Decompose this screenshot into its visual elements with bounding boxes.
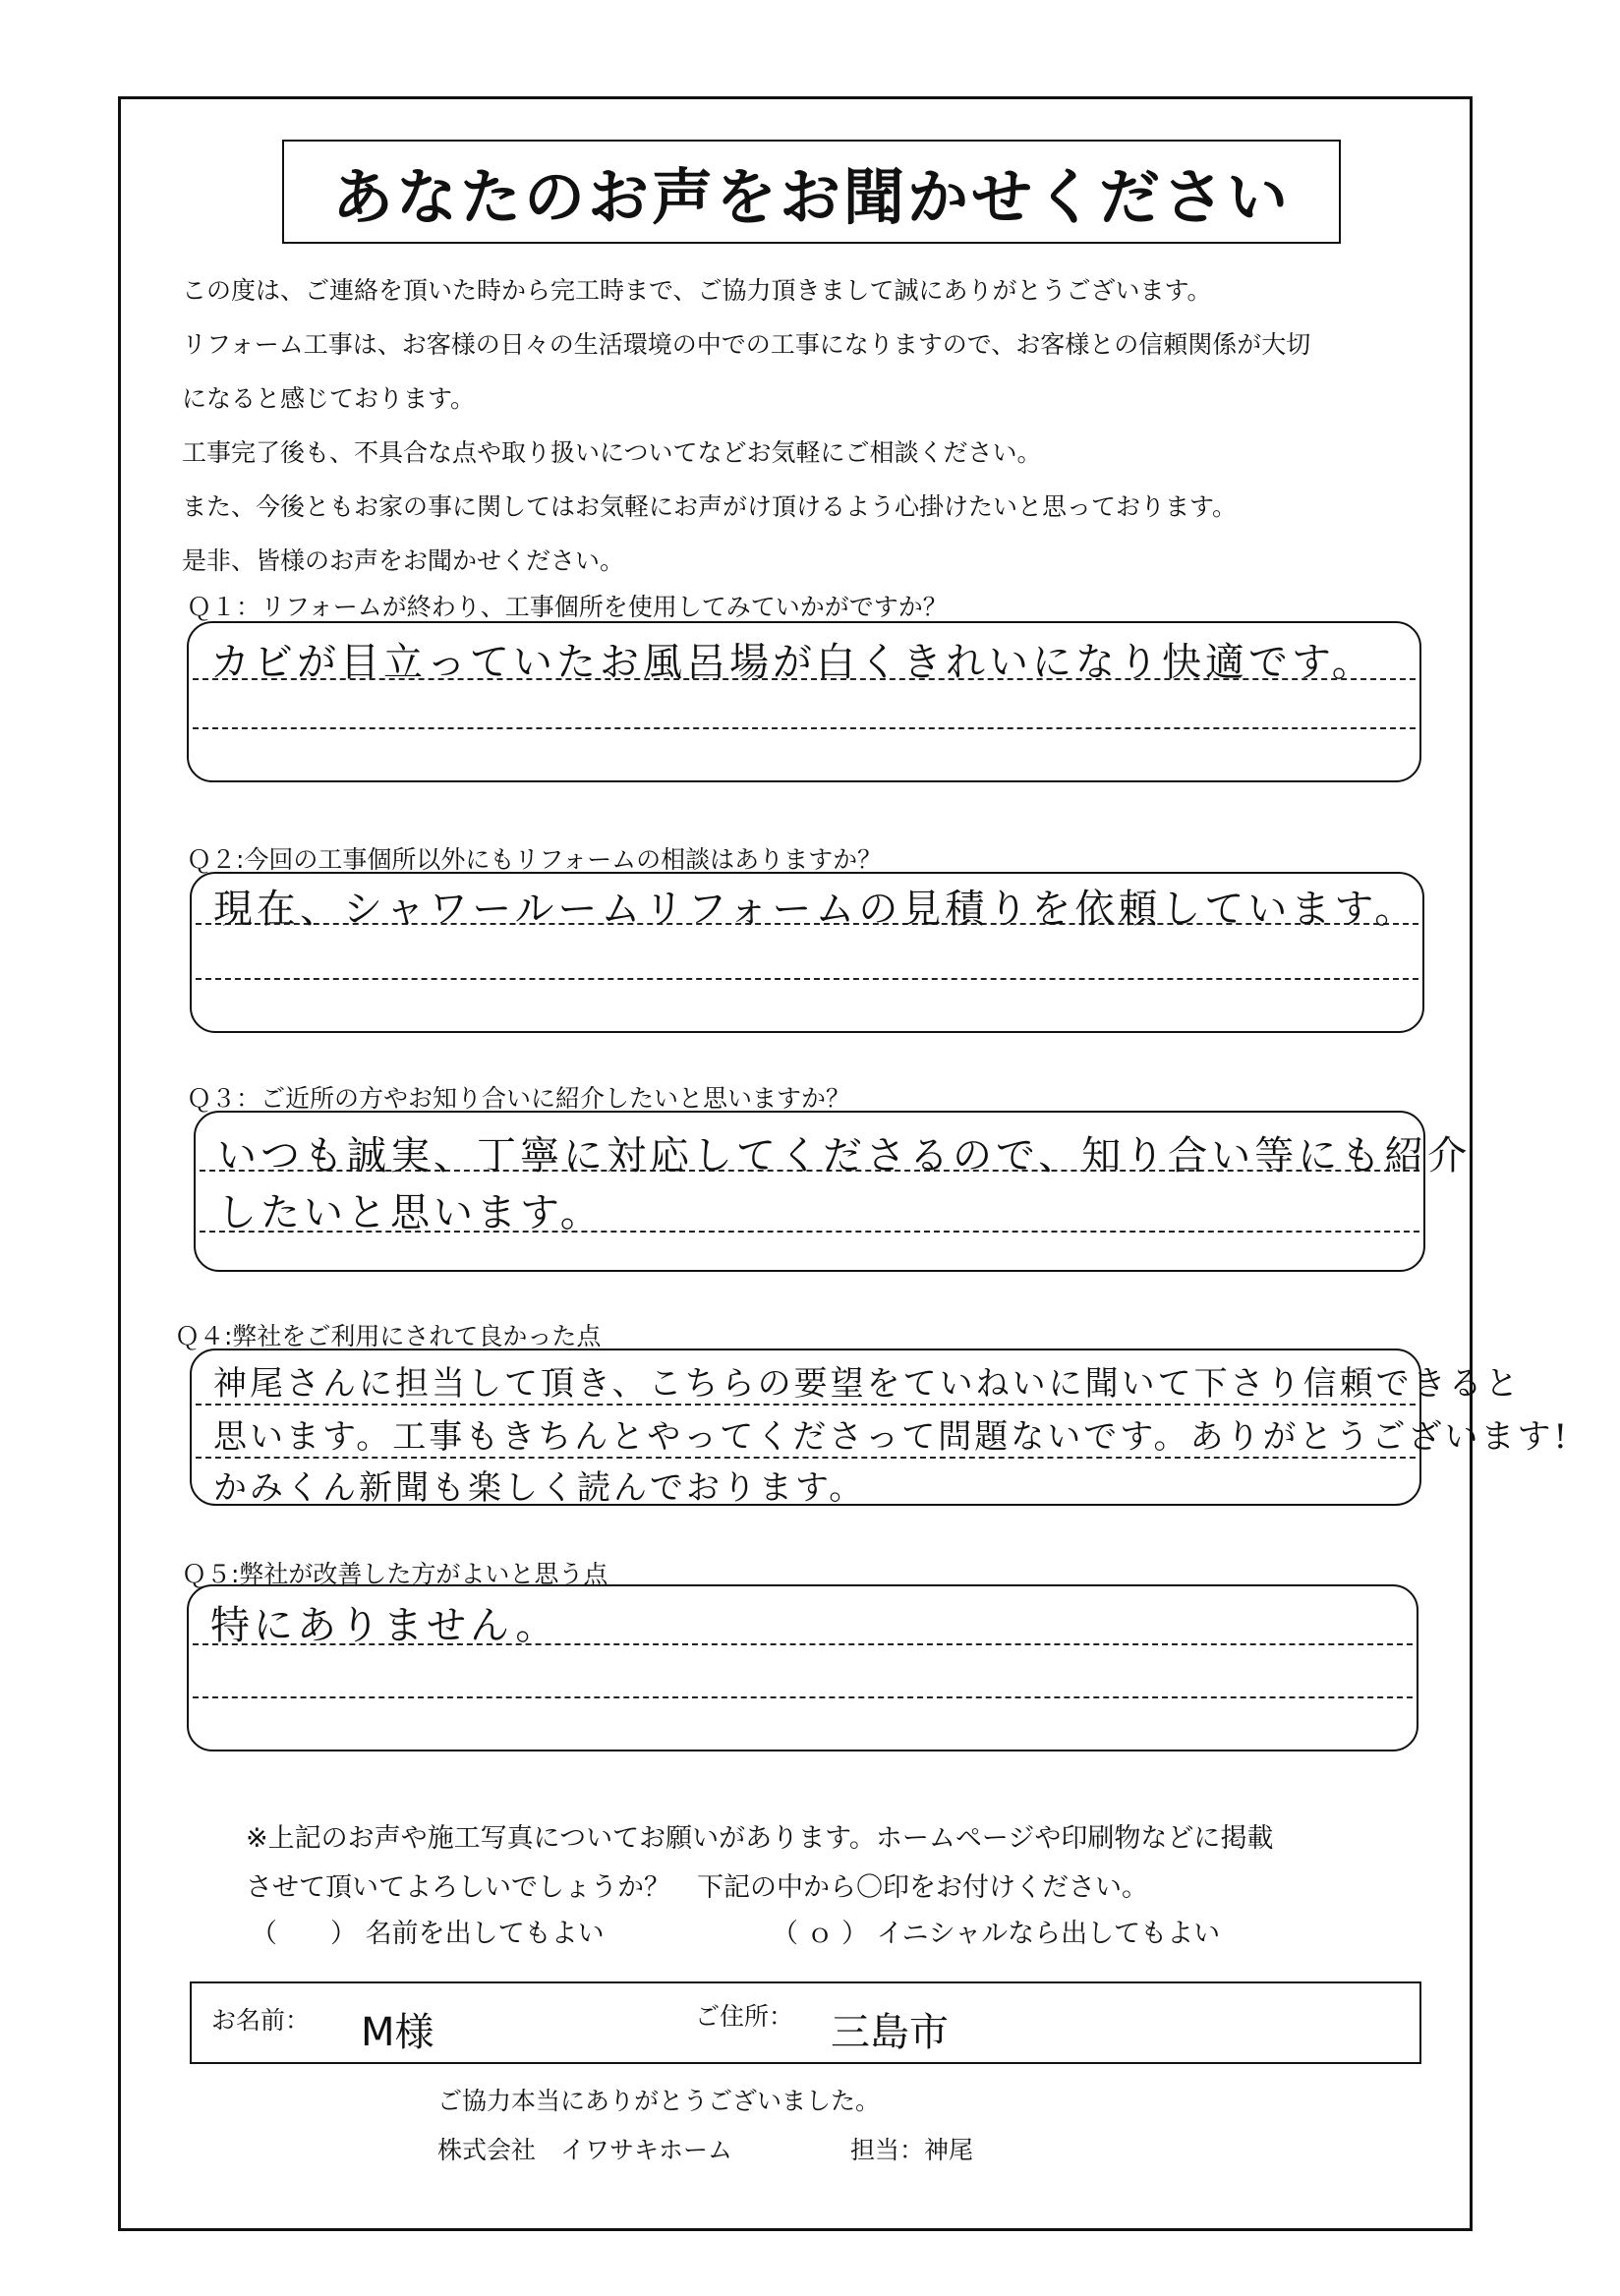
answer-line xyxy=(193,727,1416,729)
intro-line: 是非、皆様のお声をお聞かせください。 xyxy=(182,546,625,575)
answer-4-line-1: 神尾さんに担当して頂き、こちらの要望をていねいに聞いて下さり信頼できると xyxy=(213,1364,1522,1404)
company-name: 株式会社 イワサキホーム xyxy=(437,2136,733,2164)
question-3-label: Ｑ３：ご近所の方やお知り合いに紹介したいと思いますか？ xyxy=(187,1084,851,1113)
staff-name: 担当：神尾 xyxy=(850,2136,974,2164)
answer-4-line-2: 思います。工事もきちんとやってくださって問題ないです。ありがとうございます! xyxy=(213,1417,1571,1457)
name-label: お名前： xyxy=(211,2006,311,2035)
option-full-name[interactable] xyxy=(251,1912,605,1950)
answer-5-box xyxy=(187,1584,1418,1751)
question-4-label: Ｑ４:弊社をご利用にされて良かった点 xyxy=(175,1322,602,1350)
intro-line: この度は、ご連絡を頂いた時から完工時まで、ご協力頂きまして誠にありがとうございます。 xyxy=(182,276,1212,305)
question-2-label: Ｑ２:今回の工事個所以外にもリフォームの相談はありますか？ xyxy=(187,845,883,874)
answer-4-line-3: かみくん新聞も楽しく読んでおります。 xyxy=(213,1468,866,1508)
option-text: イニシャルなら出してもよい xyxy=(876,1919,1221,1949)
publication-request-line-1: ※上記のお声や施工写真についてお願いがあります。ホームページや印刷物などに掲載 xyxy=(246,1823,1274,1854)
answer-line xyxy=(196,978,1418,980)
answer-3-line-1: いつも誠実、丁寧に対応してくださるので、知り合い等にも紹介 xyxy=(217,1133,1472,1178)
title-box xyxy=(282,140,1341,244)
address-value: 三島市 xyxy=(831,2010,949,2055)
answer-3-box xyxy=(194,1111,1472,1272)
thanks-text: ご協力本当にありがとうございました。 xyxy=(437,2087,881,2115)
answer-2-line-1: 現在、シャワールームリフォームの見積りを依頼しています。 xyxy=(213,887,1418,932)
intro-text xyxy=(182,263,1450,588)
option-mark: （ ｏ ） xyxy=(772,1919,869,1949)
name-value: M様 xyxy=(361,2010,434,2055)
address-label: ご住所： xyxy=(695,2002,794,2031)
option-initials[interactable] xyxy=(772,1912,1220,1950)
question-1-label: Ｑ１：リフォームが終わり、工事個所を使用してみていかがですか？ xyxy=(187,593,948,621)
answer-1-line-1: カビが目立っていたお風呂場が白くきれいになり快適です。 xyxy=(210,640,1375,685)
intro-line: 工事完了後も、不具合な点や取り扱いについてなどお気軽にご相談ください。 xyxy=(182,438,1042,467)
answer-3-line-2: したいと思います。 xyxy=(217,1190,604,1235)
intro-line: また、今後ともお家の事に関してはお気軽にお声がけ頂けるよう心掛けたいと思っております。 xyxy=(182,492,1238,521)
answer-1-box xyxy=(187,621,1421,782)
question-5-label: Ｑ５:弊社が改善した方がよいと思う点 xyxy=(182,1560,608,1588)
option-text: 名前を出してもよい xyxy=(365,1919,605,1949)
intro-line: になると感じております。 xyxy=(182,384,476,413)
page-title: あなたのお声をお聞かせください xyxy=(331,160,1291,233)
publication-request-line-2: させて頂いてよろしいでしょうか？ 下記の中から〇印をお付けください。 xyxy=(246,1872,1148,1903)
answer-5-line-1: 特にありません。 xyxy=(210,1603,559,1648)
answer-line xyxy=(193,1696,1413,1698)
name-address-box xyxy=(190,1981,1421,2064)
answer-4-box xyxy=(190,1349,1571,1508)
intro-line: リフォーム工事は、お客様の日々の生活環境の中での工事になりますので、お客様との信頼関係が大切 xyxy=(182,330,1311,359)
answer-2-box xyxy=(190,872,1424,1033)
option-mark: （ ） xyxy=(251,1919,357,1949)
